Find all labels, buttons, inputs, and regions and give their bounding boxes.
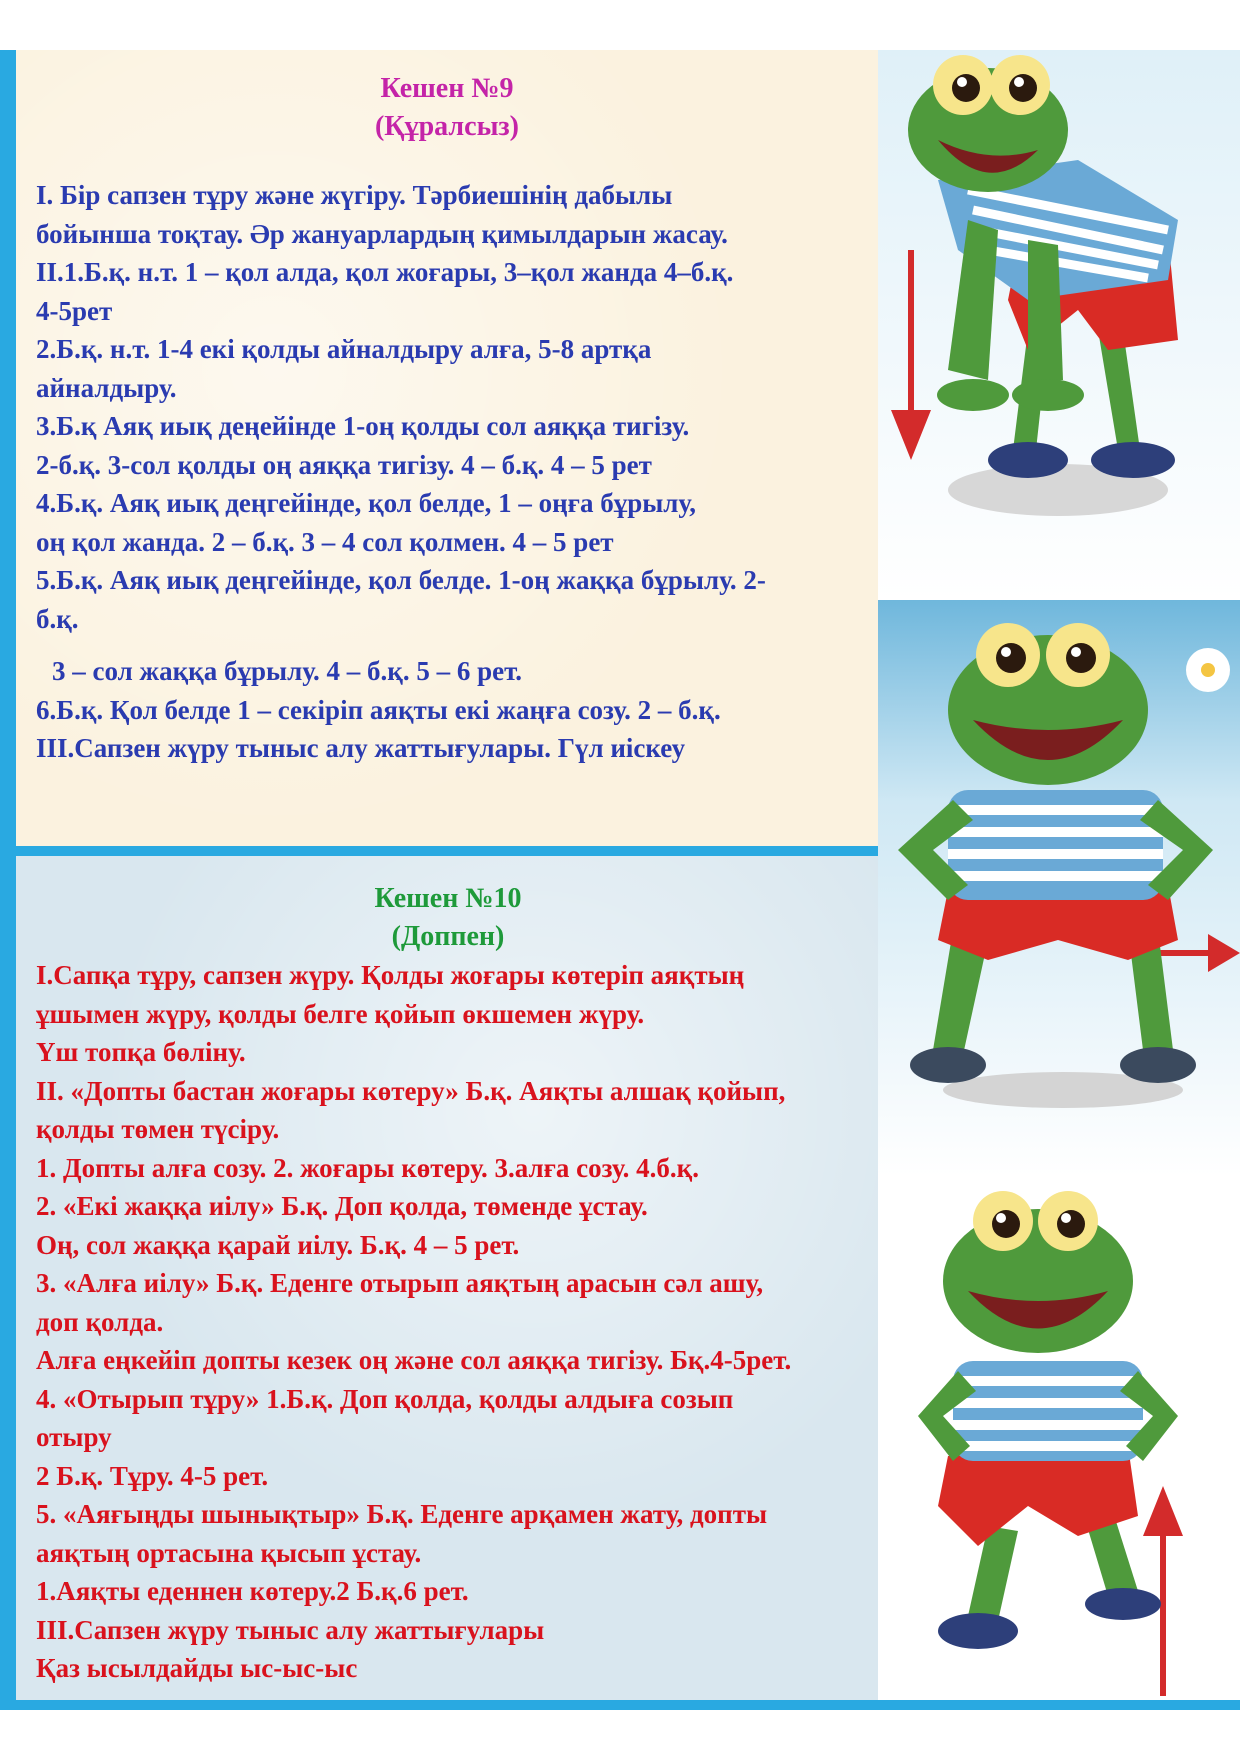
complex-10-title: Кешен №10 <box>374 883 522 914</box>
frog-knee-lift-illustration <box>878 1176 1240 1700</box>
exercise-line: 2.Б.қ. н.т. 1-4 екі қолды айналдыру алға, 5-8 артқа <box>36 334 652 364</box>
complex-10-text <box>36 956 860 1688</box>
exercise-line: 2. «Екі жаққа иілу» Б.қ. Доп қолда, төменде ұстау. <box>36 1191 648 1221</box>
exercise-line: оң қол жанда. 2 – б.қ. 3 – 4 сол қолмен. 4 – 5 рет <box>36 526 614 557</box>
exercise-line: қолды төмен түсіру. <box>36 1114 280 1144</box>
exercise-line: айналдыру. <box>36 372 177 403</box>
frog-squat-illustration <box>878 600 1240 1176</box>
exercise-line: отыру <box>36 1422 112 1452</box>
exercise-line: 1. Допты алға созу. 2. жоғары көтеру. 3.алға созу. 4.б.қ. <box>36 1152 699 1183</box>
exercise-line: 5. «Аяғыңды шынықтыр» Б.қ. Еденге арқамен жату, допты <box>36 1499 768 1529</box>
frog-squat-icon <box>878 600 1240 1176</box>
complex-9-text <box>36 176 858 768</box>
frame-left-border <box>0 50 16 1710</box>
exercise-line: Қаз ысылдайды ыс-ыс-ыс <box>36 1653 358 1683</box>
exercise-line: 3.Б.қ Аяқ иық деңейінде 1-оң қолды сол аяққа тигізу. <box>36 411 690 441</box>
exercise-line: доп қолда. <box>36 1306 164 1337</box>
complex-9-panel <box>16 50 878 846</box>
exercise-line: ІІ. «Допты бастан жоғары көтеру» Б.қ. Аяқты алшақ қойып, <box>36 1075 786 1106</box>
exercise-line: б.қ. <box>36 603 79 634</box>
exercise-line: 3. «Алға иілу» Б.қ. Еденге отырып аяқтың арасын сәл ашу, <box>36 1268 764 1298</box>
frog-bending-illustration <box>878 50 1240 600</box>
exercise-line: 2 Б.қ. Тұру. 4-5 рет. <box>36 1460 269 1491</box>
exercise-line: ІІІ.Сапзен жүру тыныс алу жаттығулары. Гүл иіскеу <box>36 733 686 763</box>
exercise-line: 5.Б.қ. Аяқ иық деңгейінде, қол белде. 1-оң жаққа бұрылу. 2- <box>36 565 766 595</box>
complex-9-subtitle: (Құралсыз) <box>374 111 520 142</box>
exercise-line: бойынша тоқтау. Әр жануарлардың қимылдарын жасау. <box>36 218 728 249</box>
exercise-line: Оң, сол жаққа қарай иілу. Б.қ. 4 – 5 рет. <box>36 1229 520 1260</box>
exercise-line: 4.Б.қ. Аяқ иық деңгейінде, қол белде, 1 – оңға бұрылу, <box>36 488 696 518</box>
exercise-line: Алға еңкейіп допты кезек оң және сол аяққа тигізу. Бқ.4-5рет. <box>36 1345 792 1375</box>
exercise-line: 4-5рет <box>36 295 113 326</box>
exercise-line: ұшымен жүру, қолды белге қойып өкшемен жүру. <box>36 998 645 1029</box>
exercise-line: ІІІ.Сапзен жүру тыныс алу жаттығулары <box>36 1614 545 1645</box>
complex-10-subtitle: (Доппен) <box>391 921 505 952</box>
exercise-line: аяқтың ортасына қысып ұстау. <box>36 1537 422 1568</box>
exercise-line: ІІ.1.Б.қ. н.т. 1 – қол алда, қол жоғары, 3–қол жанда 4–б.қ. <box>36 257 734 287</box>
exercise-line: 2-б.қ. 3-сол қолды оң аяққа тигізу. 4 – б.қ. 4 – 5 рет <box>36 449 652 480</box>
exercise-line: Үш топқа бөліну. <box>36 1037 246 1067</box>
panel-separator <box>16 846 878 856</box>
frog-bending-icon <box>878 50 1240 600</box>
exercise-line: 1.Аяқты еденнен көтеру.2 Б.қ.6 рет. <box>36 1576 469 1606</box>
exercise-line: 4. «Отырып тұру» 1.Б.қ. Доп қолда, қолды алдыға созып <box>36 1383 734 1414</box>
exercise-line: І.Сапқа тұру, сапзен жүру. Қолды жоғары көтеріп аяқтың <box>36 960 745 990</box>
exercise-line: 3 – сол жаққа бұрылу. 4 – б.қ. 5 – 6 рет. <box>52 656 523 686</box>
frame-bottom-border <box>0 1700 1240 1710</box>
complex-10-panel <box>16 856 878 1700</box>
frog-knee-lift-icon <box>878 1176 1240 1700</box>
complex-9-title: Кешен №9 <box>380 73 514 104</box>
exercise-line: 6.Б.қ. Қол белде 1 – секіріп аяқты екі жаңға созу. 2 – б.қ. <box>36 694 721 725</box>
exercise-line: І. Бір сапзен тұру және жүгіру. Тәрбиешінің дабылы <box>36 180 673 210</box>
